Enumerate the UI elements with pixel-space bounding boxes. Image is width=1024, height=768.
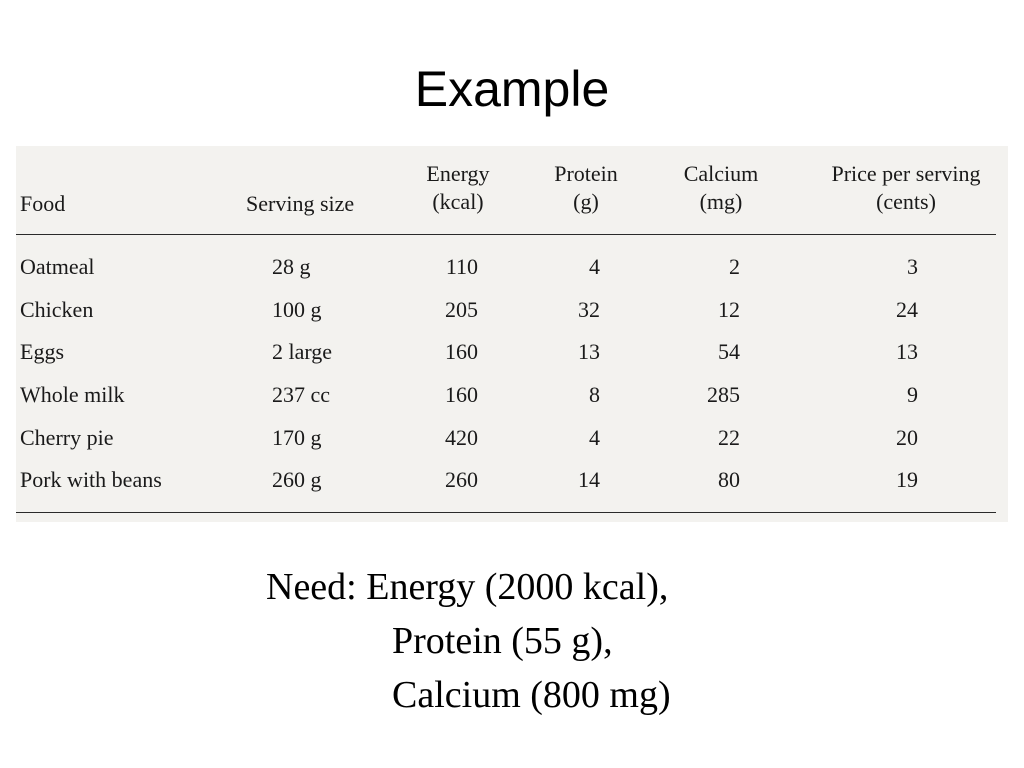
column-header-calcium-unit: (mg): [699, 189, 743, 214]
requirement-energy: Need: Energy (2000 kcal),: [266, 566, 669, 608]
column-header-energy-label: Energy: [426, 161, 490, 186]
column-header-serving-size: Serving size: [246, 191, 355, 216]
table-cell-protein: 4: [589, 425, 600, 450]
table-cell-calcium: 80: [718, 467, 740, 492]
table-cell-food: Oatmeal: [20, 254, 95, 279]
table-cell-calcium: 12: [718, 297, 740, 322]
table-bottom-divider: [16, 512, 996, 513]
table-cell-protein: 13: [578, 339, 600, 364]
table-cell-food: Chicken: [20, 297, 94, 322]
column-header-calcium: [666, 160, 776, 216]
table-cell-serving-size: 237 cc: [272, 382, 331, 407]
table-cell-calcium: 285: [707, 382, 740, 407]
table-cell-serving-size: 28 g: [272, 254, 311, 279]
table-cell-protein: 32: [578, 297, 600, 322]
table-cell-price: 13: [896, 339, 918, 364]
table-cell-calcium: 54: [718, 339, 740, 364]
table-cell-serving-size: 2 large: [272, 339, 333, 364]
table-cell-calcium: 2: [729, 254, 740, 279]
column-header-price-label: Price per serving: [831, 161, 981, 186]
column-header-price-unit: (cents): [876, 189, 936, 214]
requirement-calcium: Calcium (800 mg): [392, 674, 671, 716]
table-cell-protein: 14: [578, 467, 600, 492]
table-cell-price: 3: [907, 254, 918, 279]
table-cell-food: Pork with beans: [20, 467, 162, 492]
nutrition-table-image: [16, 146, 1008, 522]
table-cell-protein: 8: [589, 382, 600, 407]
requirement-protein: Protein (55 g),: [392, 620, 613, 662]
column-header-food: Food: [20, 191, 66, 216]
table-cell-price: 19: [896, 467, 918, 492]
table-cell-price: 9: [907, 382, 918, 407]
table-cell-serving-size: 100 g: [272, 297, 322, 322]
table-cell-energy: 205: [445, 297, 478, 322]
requirements-text: [266, 560, 671, 722]
table-cell-energy: 420: [445, 425, 478, 450]
table-cell-price: 20: [896, 425, 918, 450]
header-divider: [16, 234, 996, 235]
table-cell-serving-size: 260 g: [272, 467, 322, 492]
column-header-energy: [408, 160, 508, 216]
table-cell-energy: 160: [445, 339, 478, 364]
column-header-protein-unit: (g): [573, 189, 599, 214]
table-cell-food: Whole milk: [20, 382, 125, 407]
table-cell-energy: 110: [445, 254, 478, 279]
column-header-price: [806, 160, 1006, 216]
table-cell-energy: 260: [445, 467, 478, 492]
column-header-energy-unit: (kcal): [432, 189, 484, 214]
table-cell-food: Eggs: [20, 339, 64, 364]
column-header-protein-label: Protein: [554, 161, 618, 186]
table-cell-food: Cherry pie: [20, 425, 114, 450]
table-cell-energy: 160: [445, 382, 478, 407]
table-cell-protein: 4: [589, 254, 600, 279]
column-header-protein: [536, 160, 636, 216]
column-header-calcium-label: Calcium: [683, 161, 759, 186]
table-cell-calcium: 22: [718, 425, 740, 450]
table-cell-price: 24: [896, 297, 918, 322]
table-cell-serving-size: 170 g: [272, 425, 322, 450]
slide-title: Example: [414, 61, 610, 117]
